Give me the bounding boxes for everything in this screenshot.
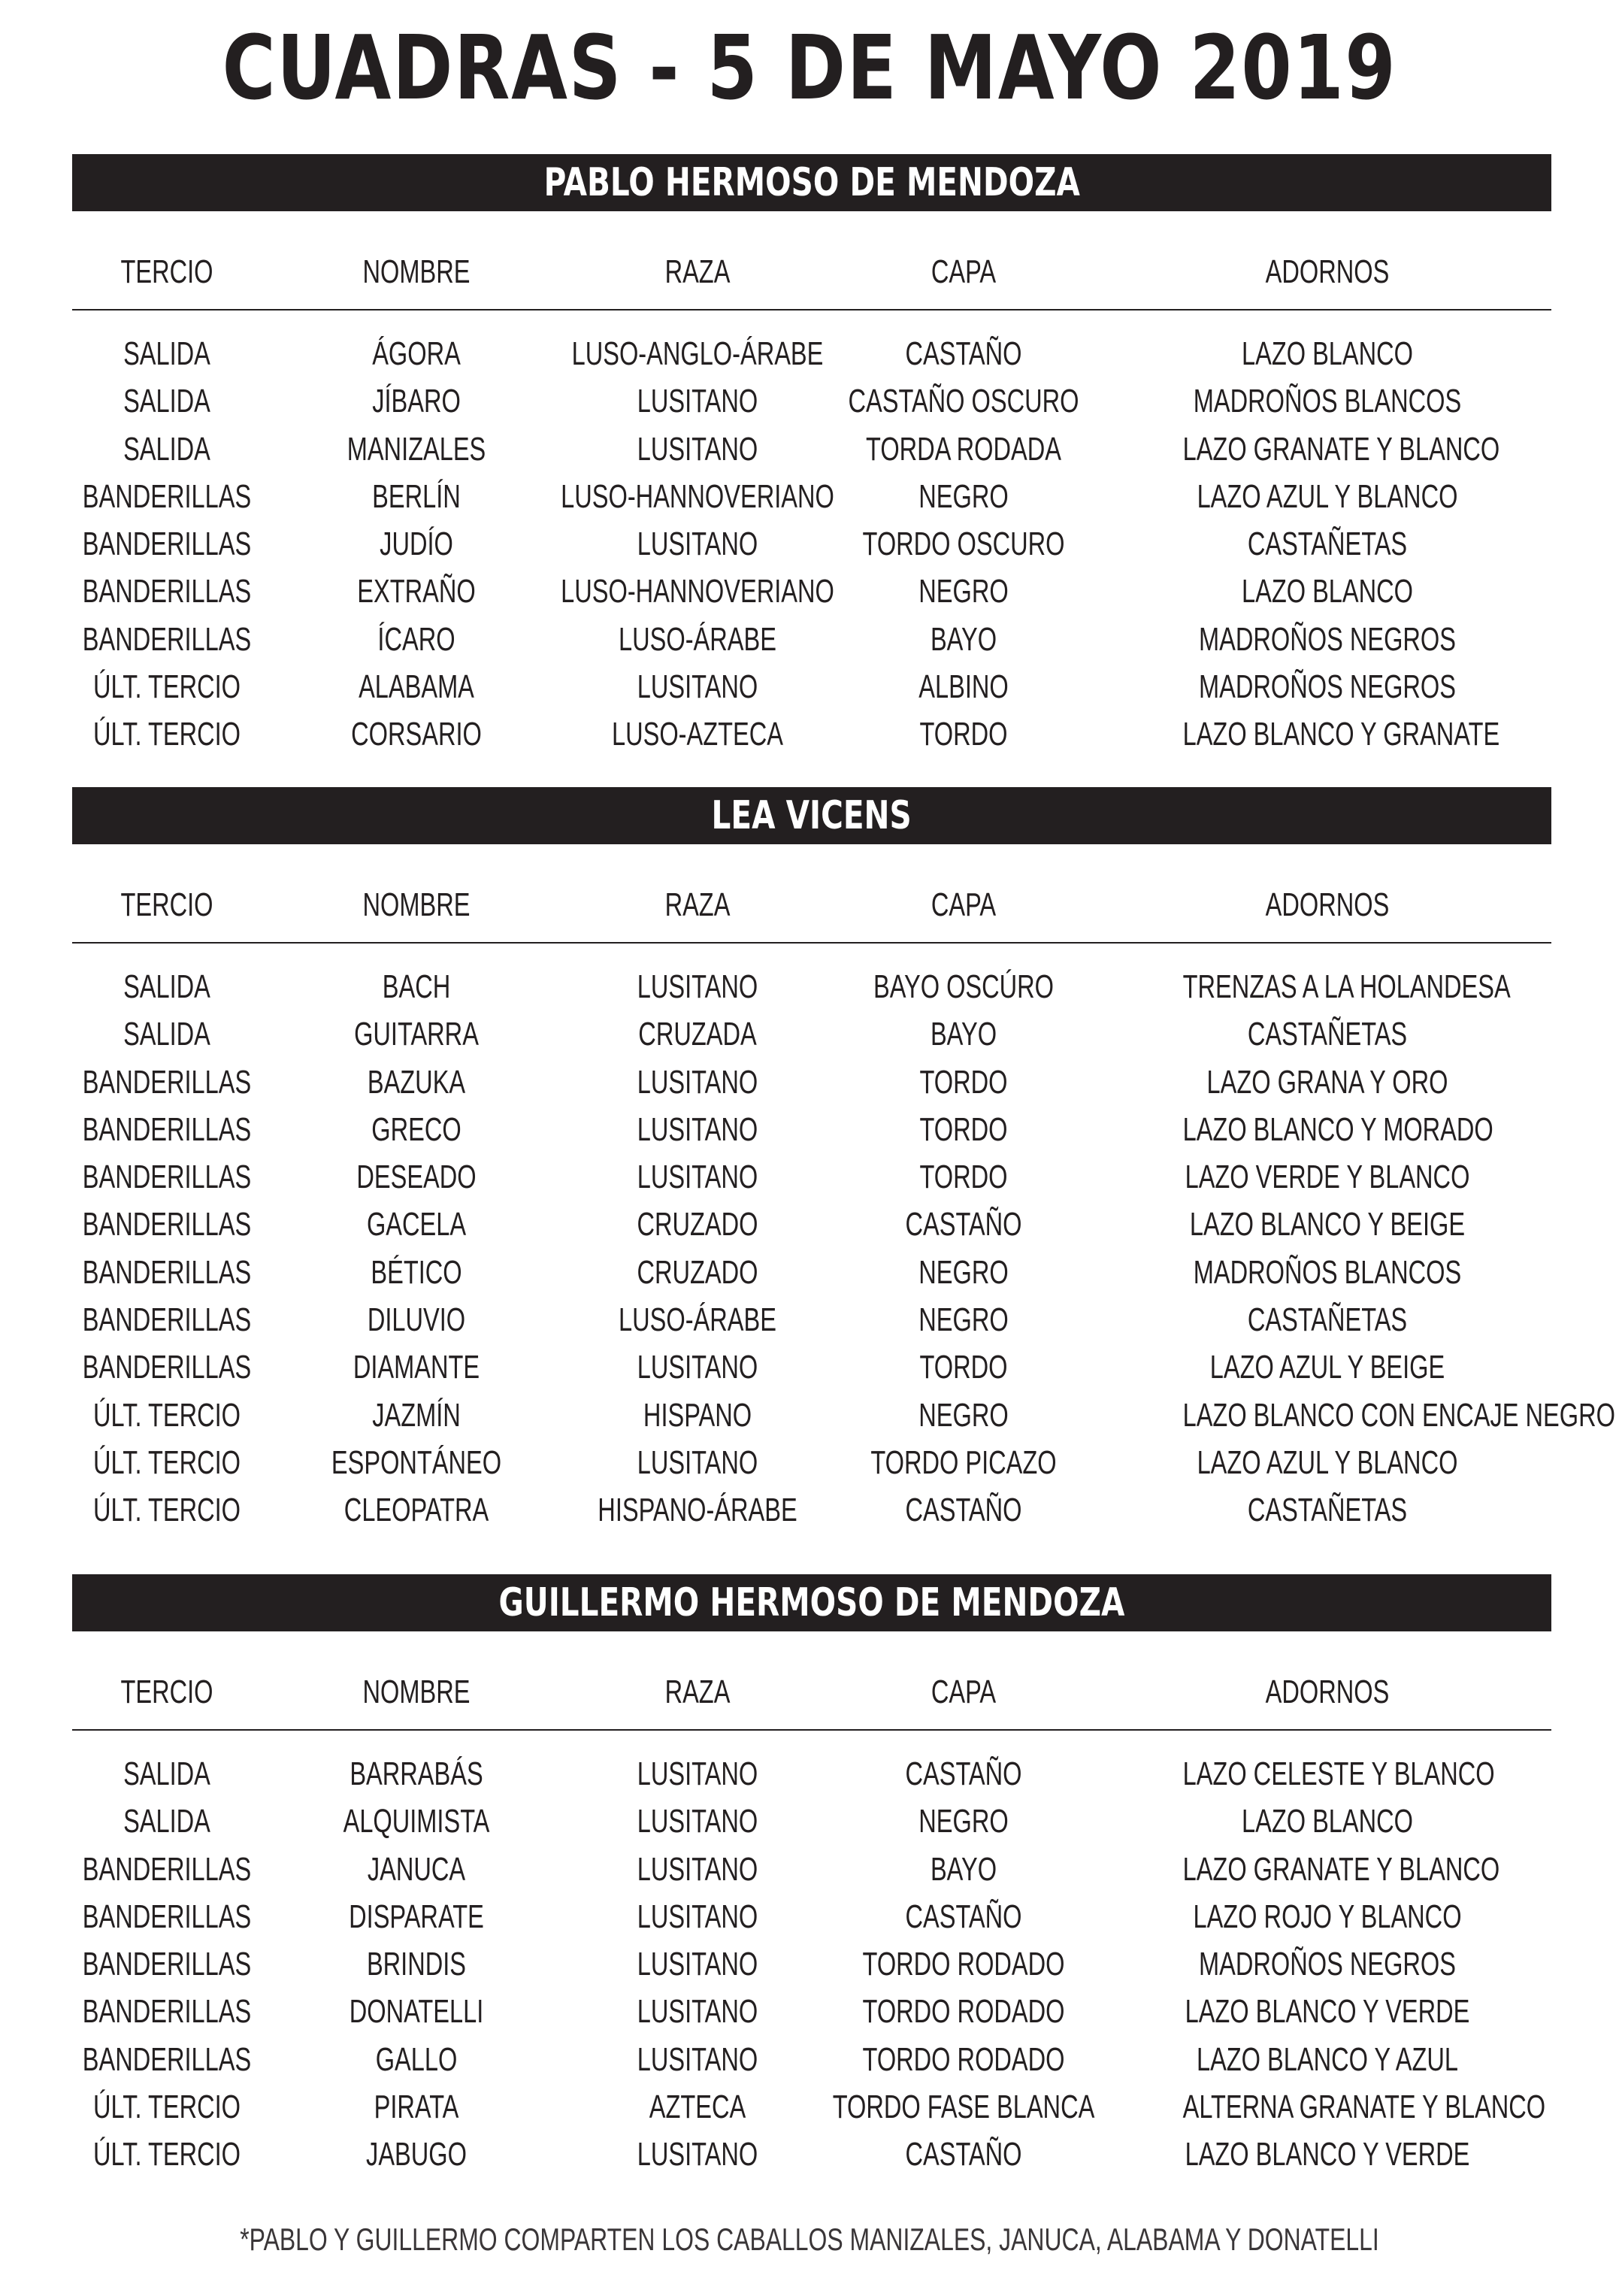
- table-row: [72, 1893, 1551, 1940]
- column-header-tercio: TERCIO: [120, 886, 213, 923]
- table-cell-capa: NEGRO: [918, 1301, 1009, 1339]
- table-row: [72, 1153, 1551, 1201]
- table-cell-capa: ALBINO: [918, 668, 1009, 706]
- table-cell-raza: LUSO-ÁRABE: [619, 620, 776, 658]
- table-cell-adornos: LAZO BLANCO Y VERDE: [1185, 1993, 1470, 2031]
- table-cell-capa: NEGRO: [918, 1803, 1009, 1840]
- section-title: GUILLERMO HERMOSO DE MENDOZA: [498, 1580, 1125, 1625]
- table-row: [72, 2131, 1551, 2178]
- table-cell-nombre: BÉTICO: [371, 1253, 462, 1291]
- column-header-adornos: ADORNOS: [1265, 1674, 1390, 1710]
- table-cell-capa: CASTAÑO: [905, 1492, 1022, 1529]
- table-cell-capa: NEGRO: [918, 1396, 1009, 1434]
- table-cell-raza: LUSITANO: [637, 1755, 758, 1792]
- table-cell-nombre: ÁGORA: [372, 335, 461, 372]
- table-cell-tercio: SALIDA: [123, 968, 210, 1005]
- section-title-bar: [72, 787, 1551, 844]
- table-cell-raza: HISPANO: [643, 1396, 752, 1434]
- table-cell-capa: NEGRO: [918, 477, 1009, 515]
- table-cell-tercio: BANDERILLAS: [82, 526, 252, 563]
- table-cell-raza: LUSITANO: [637, 1850, 758, 1888]
- table-cell-capa: TORDO OSCURO: [862, 526, 1065, 563]
- table-cell-tercio: ÚLT. TERCIO: [92, 1443, 241, 1481]
- table-cell-raza: LUSITANO: [637, 1946, 758, 1983]
- table-row: [72, 1988, 1551, 2035]
- table-row: [72, 616, 1551, 663]
- table-cell-nombre: BRINDIS: [366, 1946, 467, 1983]
- table-cell-capa: TORDO: [919, 716, 1008, 753]
- table-cell-capa: NEGRO: [918, 1253, 1009, 1291]
- column-header-tercio: TERCIO: [120, 1674, 213, 1710]
- table-cell-raza: LUSO-HANNOVERIANO: [561, 477, 834, 515]
- table-cell-nombre: DISPARATE: [349, 1898, 484, 1935]
- table-cell-tercio: BANDERILLAS: [82, 573, 252, 610]
- table-cell-nombre: JANUCA: [367, 1850, 466, 1888]
- table-row: [72, 568, 1551, 615]
- table-cell-adornos: MADROÑOS NEGROS: [1199, 668, 1456, 706]
- table-cell-adornos: LAZO BLANCO: [1242, 573, 1413, 610]
- table-cell-nombre: ALQUIMISTA: [343, 1803, 490, 1840]
- table-row: [72, 1798, 1551, 1845]
- table-body: [72, 310, 1551, 759]
- table-cell-adornos: CASTAÑETAS: [1247, 1301, 1408, 1339]
- table-row: [72, 1010, 1551, 1058]
- table-cell-raza: LUSITANO: [637, 668, 758, 706]
- table-cell-tercio: BANDERILLAS: [82, 1253, 252, 1291]
- table-cell-nombre: PIRATA: [374, 2089, 459, 2126]
- table-cell-raza: LUSITANO: [637, 2040, 758, 2078]
- table-cell-adornos: LAZO BLANCO Y BEIGE: [1189, 1206, 1466, 1243]
- table-cell-raza: LUSITANO: [637, 2136, 758, 2173]
- table-cell-adornos: LAZO BLANCO: [1242, 1803, 1413, 1840]
- table-cell-nombre: BAZUKA: [367, 1063, 466, 1101]
- table-cell-capa: TORDO RODADO: [862, 1993, 1065, 2031]
- table-row: [72, 1296, 1551, 1343]
- table-row: [72, 663, 1551, 710]
- table-cell-raza: CRUZADA: [638, 1016, 757, 1053]
- column-header-nombre: NOMBRE: [362, 886, 471, 923]
- column-header-row: [72, 211, 1551, 310]
- table-cell-nombre: CLEOPATRA: [343, 1492, 489, 1529]
- section-title-bar: [72, 1574, 1551, 1631]
- table-cell-raza: LUSITANO: [637, 1349, 758, 1386]
- table-cell-adornos: CASTAÑETAS: [1247, 1016, 1408, 1053]
- table-row: [72, 1106, 1551, 1153]
- table-cell-capa: BAYO: [930, 1016, 997, 1053]
- table-cell-nombre: DONATELLI: [349, 1993, 484, 2031]
- table-cell-capa: TORDO: [919, 1110, 1008, 1148]
- table-row: [72, 520, 1551, 568]
- table-cell-adornos: LAZO BLANCO: [1242, 335, 1413, 372]
- table-cell-tercio: SALIDA: [123, 1803, 210, 1840]
- table-cell-raza: HISPANO-ÁRABE: [598, 1492, 797, 1529]
- table-cell-capa: BAYO: [930, 1850, 997, 1888]
- table-cell-adornos: MADROÑOS NEGROS: [1199, 620, 1456, 658]
- table-cell-tercio: BANDERILLAS: [82, 1993, 252, 2031]
- table-cell-nombre: ALABAMA: [359, 668, 474, 706]
- section-1: [72, 787, 1615, 1534]
- table-cell-capa: TORDO RODADO: [862, 1946, 1065, 1983]
- table-row: [72, 1201, 1551, 1248]
- table-cell-adornos: MADROÑOS BLANCOS: [1193, 383, 1462, 420]
- table-cell-adornos: LAZO GRANATE Y BLANCO: [1182, 1850, 1500, 1888]
- section-title-bar: [72, 154, 1551, 211]
- table-cell-raza: CRUZADO: [637, 1253, 758, 1291]
- table-cell-adornos: LAZO AZUL Y BEIGE: [1209, 1349, 1445, 1386]
- table-cell-nombre: GUITARRA: [354, 1016, 479, 1053]
- table-cell-nombre: CORSARIO: [351, 716, 482, 753]
- table-cell-tercio: BANDERILLAS: [82, 1301, 252, 1339]
- table-cell-nombre: JÍBARO: [372, 383, 461, 420]
- table-cell-nombre: BACH: [382, 968, 451, 1005]
- table-cell-tercio: BANDERILLAS: [82, 1063, 252, 1101]
- table-row: [72, 1392, 1615, 1439]
- table-cell-capa: TORDO: [919, 1349, 1008, 1386]
- table-cell-nombre: GALLO: [375, 2040, 458, 2078]
- page-title: CUADRAS - 5 DE MAYO 2019: [222, 16, 1397, 120]
- table-row: [72, 1940, 1551, 1988]
- table-cell-raza: LUSITANO: [637, 1898, 758, 1935]
- table-cell-tercio: SALIDA: [123, 1016, 210, 1053]
- table-cell-tercio: BANDERILLAS: [82, 1159, 252, 1196]
- table-cell-raza: LUSO-HANNOVERIANO: [561, 573, 834, 610]
- table-cell-tercio: ÚLT. TERCIO: [92, 2136, 241, 2173]
- table-cell-raza: CRUZADO: [637, 1206, 758, 1243]
- table-cell-adornos: LAZO AZUL Y BLANCO: [1197, 1443, 1458, 1481]
- table-cell-tercio: BANDERILLAS: [82, 1898, 252, 1935]
- section-2: [72, 1574, 1551, 2179]
- table-cell-nombre: JAZMÍN: [372, 1396, 461, 1434]
- table-cell-capa: CASTAÑO: [905, 2136, 1022, 2173]
- section-title: LEA VICENS: [711, 793, 912, 838]
- table-cell-capa: TORDO: [919, 1159, 1008, 1196]
- table-cell-raza: LUSITANO: [637, 1063, 758, 1101]
- column-header-nombre: NOMBRE: [362, 253, 471, 290]
- table-cell-capa: CASTAÑO: [905, 1898, 1022, 1935]
- table-cell-adornos: MADROÑOS BLANCOS: [1193, 1253, 1462, 1291]
- table-cell-raza: LUSITANO: [637, 1993, 758, 2031]
- column-header-nombre: NOMBRE: [362, 1674, 471, 1710]
- table-cell-nombre: GRECO: [371, 1110, 461, 1148]
- table-cell-adornos: CASTAÑETAS: [1247, 1492, 1408, 1529]
- table-cell-capa: CASTAÑO OSCURO: [848, 383, 1079, 420]
- table-cell-tercio: BANDERILLAS: [82, 477, 252, 515]
- table-cell-adornos: LAZO BLANCO Y GRANATE: [1182, 716, 1500, 753]
- table-cell-adornos: LAZO BLANCO CON ENCAJE NEGRO: [1182, 1396, 1615, 1434]
- table-cell-adornos: LAZO AZUL Y BLANCO: [1197, 477, 1458, 515]
- footnote: *PABLO Y GUILLERMO COMPARTEN LOS CABALLOS MANIZALES, JANUCA, ALABAMA Y DONATELLI: [240, 2222, 1379, 2257]
- column-header-raza: RAZA: [664, 1674, 731, 1710]
- table-cell-adornos: LAZO GRANATE Y BLANCO: [1182, 430, 1500, 468]
- table-cell-raza: LUSO-ANGLO-ÁRABE: [571, 335, 824, 372]
- table-cell-tercio: BANDERILLAS: [82, 1349, 252, 1386]
- table-cell-capa: TORDO: [919, 1063, 1008, 1101]
- table-cell-adornos: LAZO VERDE Y BLANCO: [1185, 1159, 1470, 1196]
- column-header-row: [72, 1631, 1551, 1731]
- table-cell-tercio: BANDERILLAS: [82, 1946, 252, 1983]
- column-header-raza: RAZA: [664, 886, 731, 923]
- table-cell-capa: TORDO RODADO: [862, 2040, 1065, 2078]
- table-cell-raza: LUSO-AZTECA: [612, 716, 783, 753]
- table-cell-tercio: ÚLT. TERCIO: [92, 2089, 241, 2126]
- table-row: [72, 1846, 1551, 1893]
- table-row: [72, 426, 1551, 473]
- table-cell-capa: CASTAÑO: [905, 1755, 1022, 1792]
- table-row: [72, 1249, 1551, 1296]
- table-row: [72, 710, 1551, 758]
- table-cell-tercio: SALIDA: [123, 335, 210, 372]
- column-header-adornos: ADORNOS: [1265, 886, 1390, 923]
- table-cell-adornos: LAZO CELESTE Y BLANCO: [1182, 1755, 1495, 1792]
- table-row: [72, 2083, 1551, 2131]
- table-cell-capa: TORDO FASE BLANCA: [832, 2089, 1095, 2126]
- table-cell-nombre: BERLÍN: [372, 477, 461, 515]
- table-cell-nombre: JABUGO: [366, 2136, 467, 2173]
- table-cell-adornos: ALTERNA GRANATE Y BLANCO: [1182, 2089, 1546, 2126]
- table-cell-adornos: LAZO ROJO Y BLANCO: [1193, 1898, 1462, 1935]
- column-header-capa: CAPA: [931, 253, 997, 290]
- table-body: [72, 1731, 1551, 2179]
- table-cell-tercio: ÚLT. TERCIO: [92, 668, 241, 706]
- column-header-capa: CAPA: [931, 886, 997, 923]
- column-header-capa: CAPA: [931, 1674, 997, 1710]
- column-header-row: [72, 844, 1551, 944]
- table-row: [72, 1750, 1551, 1798]
- table-cell-nombre: DESEADO: [356, 1159, 477, 1196]
- table-cell-raza: LUSITANO: [637, 1159, 758, 1196]
- table-cell-adornos: LAZO BLANCO Y MORADO: [1182, 1110, 1493, 1148]
- table-cell-raza: LUSITANO: [637, 1803, 758, 1840]
- table-cell-nombre: GACELA: [366, 1206, 467, 1243]
- table-cell-raza: LUSITANO: [637, 526, 758, 563]
- table-cell-tercio: SALIDA: [123, 430, 210, 468]
- section-title: PABLO HERMOSO DE MENDOZA: [543, 160, 1080, 205]
- table-cell-adornos: LAZO BLANCO Y VERDE: [1185, 2136, 1470, 2173]
- table-cell-capa: TORDO PICAZO: [870, 1443, 1057, 1481]
- table-cell-raza: AZTECA: [649, 2089, 746, 2126]
- section-0: [72, 154, 1551, 759]
- table-cell-tercio: BANDERILLAS: [82, 1206, 252, 1243]
- table-body: [72, 944, 1615, 1534]
- table-cell-capa: BAYO: [930, 620, 997, 658]
- table-cell-nombre: EXTRAÑO: [357, 573, 476, 610]
- table-cell-raza: LUSITANO: [637, 1110, 758, 1148]
- table-cell-adornos: LAZO GRANA Y ORO: [1206, 1063, 1448, 1101]
- column-header-raza: RAZA: [664, 253, 731, 290]
- table-row: [72, 2036, 1551, 2083]
- table-cell-raza: LUSITANO: [637, 430, 758, 468]
- table-row: [72, 377, 1551, 425]
- table-cell-adornos: LAZO BLANCO Y AZUL: [1196, 2040, 1459, 2078]
- table-cell-tercio: BANDERILLAS: [82, 1110, 252, 1148]
- table-cell-capa: NEGRO: [918, 573, 1009, 610]
- table-cell-raza: LUSITANO: [637, 1443, 758, 1481]
- table-cell-capa: CASTAÑO: [905, 1206, 1022, 1243]
- table-cell-nombre: ÍCARO: [377, 620, 455, 658]
- table-cell-tercio: ÚLT. TERCIO: [92, 1492, 241, 1529]
- table-cell-capa: BAYO OSCÚRO: [873, 968, 1055, 1005]
- table-cell-capa: CASTAÑO: [905, 335, 1022, 372]
- table-cell-raza: LUSO-ÁRABE: [619, 1301, 776, 1339]
- table-cell-tercio: ÚLT. TERCIO: [92, 1396, 241, 1434]
- table-row: [72, 1439, 1551, 1486]
- table-cell-adornos: MADROÑOS NEGROS: [1199, 1946, 1456, 1983]
- table-cell-tercio: BANDERILLAS: [82, 620, 252, 658]
- table-cell-tercio: BANDERILLAS: [82, 2040, 252, 2078]
- table-row: [72, 1343, 1551, 1391]
- table-cell-adornos: CASTAÑETAS: [1247, 526, 1408, 563]
- table-row: [72, 963, 1551, 1010]
- table-cell-nombre: BARRABÁS: [350, 1755, 483, 1792]
- table-cell-adornos: TRENZAS A LA HOLANDESA: [1182, 968, 1511, 1005]
- table-cell-nombre: JUDÍO: [380, 526, 453, 563]
- table-row: [72, 473, 1551, 520]
- table-cell-tercio: SALIDA: [123, 383, 210, 420]
- table-cell-nombre: DILUVIO: [367, 1301, 466, 1339]
- table-cell-nombre: DIAMANTE: [353, 1349, 480, 1386]
- table-cell-tercio: BANDERILLAS: [82, 1850, 252, 1888]
- table-cell-raza: LUSITANO: [637, 383, 758, 420]
- table-cell-tercio: SALIDA: [123, 1755, 210, 1792]
- table-row: [72, 1059, 1551, 1106]
- table-row: [72, 330, 1551, 377]
- table-row: [72, 1486, 1551, 1534]
- column-header-tercio: TERCIO: [120, 253, 213, 290]
- column-header-adornos: ADORNOS: [1265, 253, 1390, 290]
- table-cell-capa: TORDA RODADA: [866, 430, 1061, 468]
- table-cell-raza: LUSITANO: [637, 968, 758, 1005]
- table-cell-tercio: ÚLT. TERCIO: [92, 716, 241, 753]
- table-cell-nombre: ESPONTÁNEO: [331, 1443, 502, 1481]
- table-cell-nombre: MANIZALES: [346, 430, 486, 468]
